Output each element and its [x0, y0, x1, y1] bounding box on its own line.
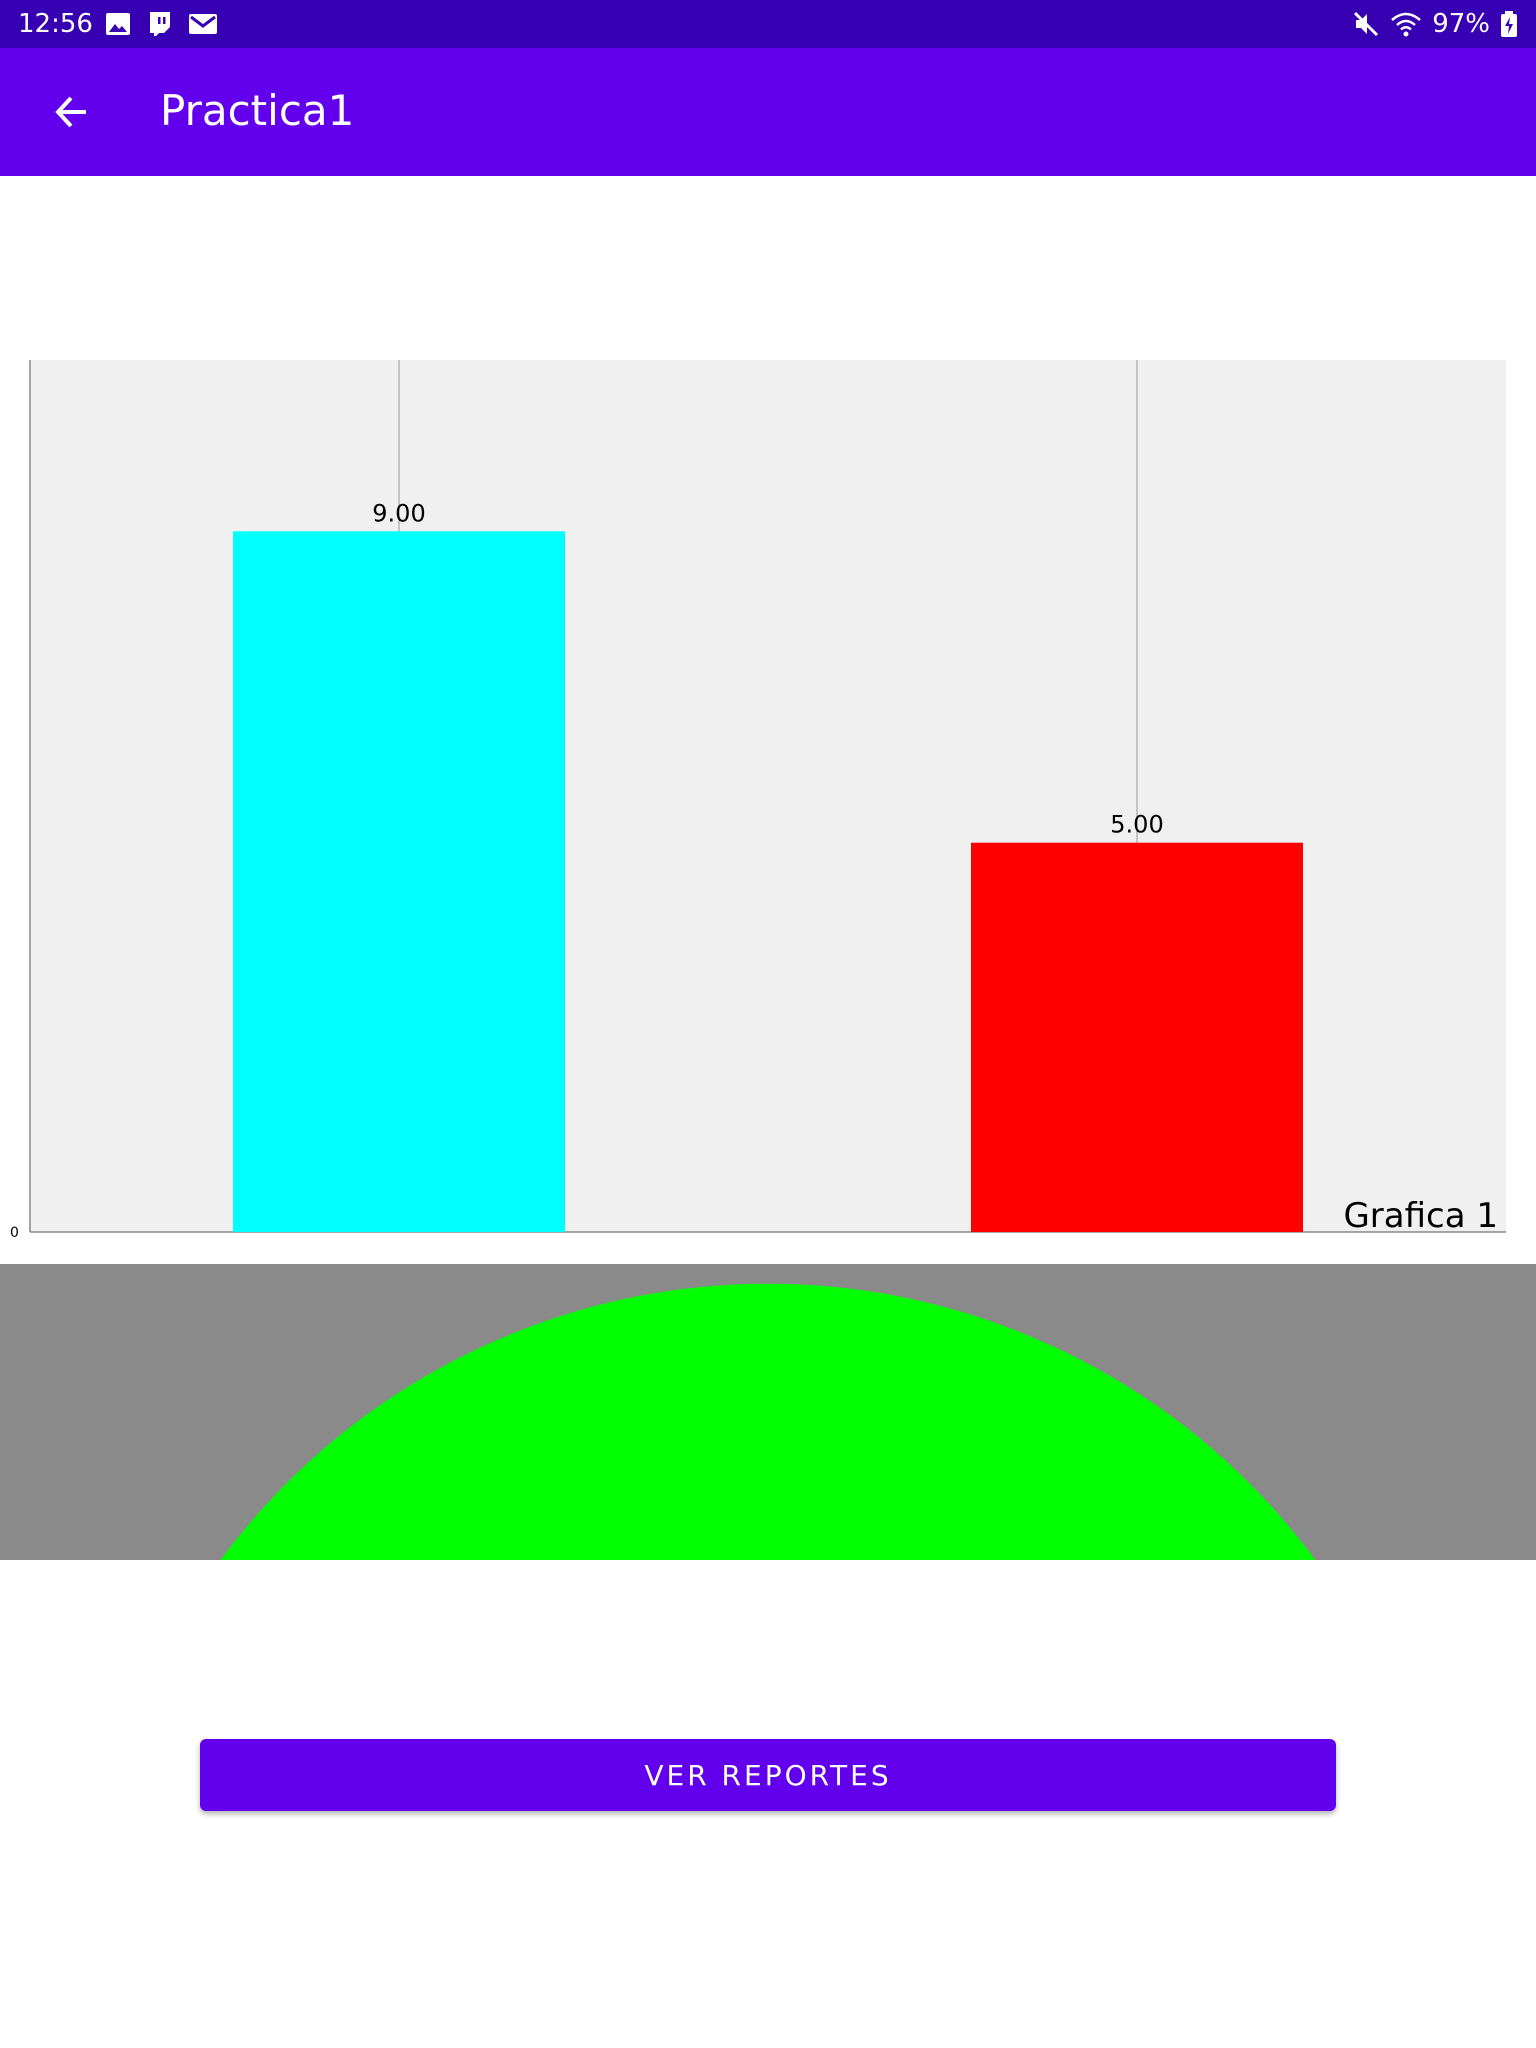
pie-chart[interactable]	[0, 1264, 1536, 1560]
status-notification-icons	[104, 10, 218, 38]
wifi-icon	[1390, 10, 1422, 38]
pie-chart-area	[0, 1264, 1536, 1560]
y-tick-label: 0	[10, 1225, 19, 1240]
pie-slice-1[interactable]	[86, 1282, 1450, 1560]
mail-icon	[188, 10, 218, 38]
bar-1[interactable]	[233, 531, 565, 1232]
chart-description: Grafica 1	[1343, 1196, 1498, 1236]
twitch-icon	[146, 10, 174, 38]
battery-percent: 97%	[1432, 9, 1490, 39]
arrow-left-icon	[54, 94, 90, 130]
status-system-icons	[1352, 9, 1518, 39]
bar-value-label: 9.00	[372, 499, 426, 528]
bar-2[interactable]	[971, 843, 1303, 1232]
back-button[interactable]	[36, 84, 108, 140]
bar-value-label: 5.00	[1110, 810, 1164, 839]
ver-reportes-button[interactable]: VER REPORTES	[200, 1739, 1336, 1811]
status-time: 12:56	[18, 9, 93, 39]
app-bar	[0, 48, 1536, 176]
page-title: Practica1	[160, 86, 355, 135]
status-bar	[0, 0, 1536, 48]
battery-charging-icon	[1500, 10, 1518, 38]
mute-icon	[1352, 10, 1380, 38]
gallery-icon	[104, 10, 132, 38]
bar-chart[interactable]	[0, 350, 1536, 1240]
